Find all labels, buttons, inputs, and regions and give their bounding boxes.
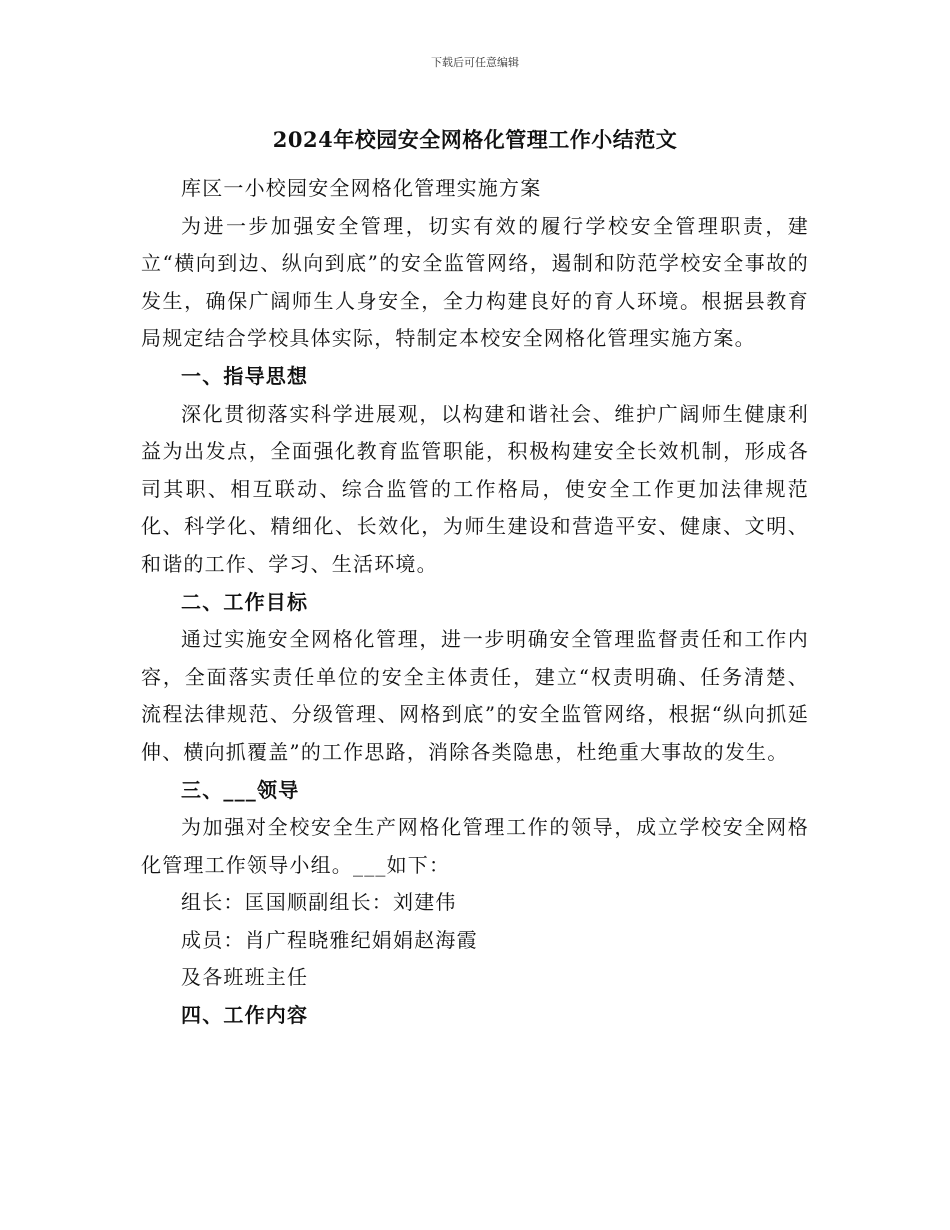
section-heading-work-goals: 二、工作目标 <box>181 589 309 614</box>
section-heading-guiding-ideology: 一、指导思想 <box>181 363 309 388</box>
section-heading-leadership: 三、___领导 <box>181 777 300 802</box>
section-heading-work-content: 四、工作内容 <box>181 1003 309 1028</box>
intro-paragraph: 为进一步加强安全管理，切实有效的履行学校安全管理职责，建立“横向到边、纵向到底”的安全监管网络，遏制和防范学校安全事故的发生，确保广阔师生人身安全，全力构建良好的育人环境。根据县教育局规定结合学校具体实际，特制定本校安全网格化管理实施方案。 <box>141 213 809 351</box>
subtitle-paragraph: 库区一小校园安全网格化管理实施方案 <box>181 176 542 200</box>
leaders-line: 组长：匡国顺副组长：刘建伟 <box>181 890 457 915</box>
document-title: 2024年校园安全网格化管理工作小结范文 <box>272 127 678 152</box>
document-body <box>141 170 809 1035</box>
section-text-leadership: 为加强对全校安全生产网格化管理工作的领导，成立学校安全网格化管理工作领导小组。___如下： <box>141 815 809 877</box>
page-header-note: 下载后可任意编辑 <box>431 56 519 69</box>
section-text-guiding-ideology: 深化贯彻落实科学进展观，以构建和谐社会、维护广阔师生健康利益为出发点，全面强化教育监管职能，积极构建安全长效机制，形成各司其职、相互联动、综合监管的工作格局，使安全工作更加法律规范化、科学化、精细化、长效化，为师生建设和营造平安、健康、文明、和谐的工作、学习、生活环境。 <box>141 401 809 576</box>
members-extra-line: 及各班班主任 <box>181 965 309 990</box>
section-text-work-goals: 通过实施安全网格化管理，进一步明确安全管理监督责任和工作内容，全面落实责任单位的安全主体责任，建立“权责明确、任务清楚、流程法律规范、分级管理、网格到底”的安全监管网络，根据“纵向抓延伸、横向抓覆盖”的工作思路，消除各类隐患，杜绝重大事故的发生。 <box>141 627 809 764</box>
members-line: 成员：肖广程晓雅纪娟娟赵海霞 <box>181 927 478 952</box>
